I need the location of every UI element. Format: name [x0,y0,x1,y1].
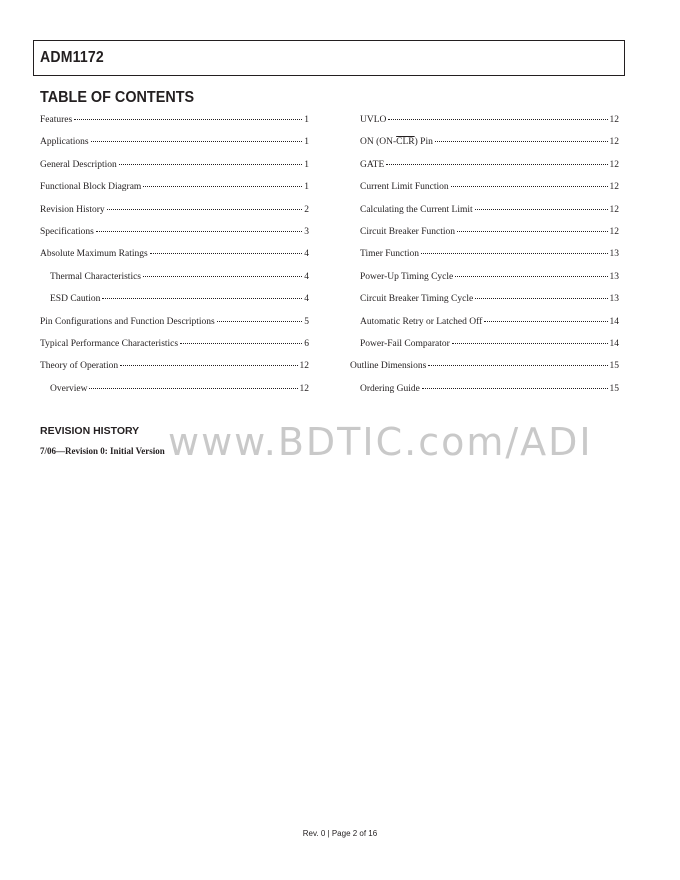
toc-entry-page: 6 [304,338,309,349]
toc-entry-page: 3 [304,226,309,237]
toc-entry[interactable] [350,272,619,294]
toc-entry-page: 13 [609,294,619,305]
toc-entry-page: 2 [304,204,309,215]
toc-entry[interactable] [40,272,309,294]
toc-dot-leader [428,365,607,366]
toc-entry-page: 15 [609,361,619,372]
toc-entry-label: Power-Fail Comparator [360,338,450,349]
toc-entry-page: 4 [304,271,309,282]
toc-dot-leader [475,209,608,210]
toc-entry-page: 5 [304,316,309,327]
toc-entry[interactable] [40,115,309,137]
toc-entry-label: Absolute Maximum Ratings [40,249,148,260]
toc-entry[interactable] [350,317,619,339]
toc-entry-label: Calculating the Current Limit [360,204,473,215]
toc-dot-leader [107,209,303,210]
toc-entry-label: Specifications [40,226,94,237]
toc-entry-page: 12 [609,137,619,148]
toc-entry-label: GATE [360,159,385,170]
toc-dot-leader [143,276,302,277]
toc-entry-label: UVLO [360,115,387,125]
toc-entry-label: Typical Performance Characteristics [40,338,179,349]
toc-dot-leader [74,119,302,120]
toc-entry[interactable] [40,137,309,159]
toc-entry-label: Overview [50,383,88,394]
toc-entry-label: Outline Dimensions [350,361,427,372]
toc-entry-label: Timer Function [360,249,420,260]
toc-dot-leader [421,253,607,254]
toc-dot-leader [96,231,302,232]
toc-entry-page: 15 [609,383,619,394]
toc-dot-leader [452,343,608,344]
revision-entry: 7/06—Revision 0: Initial Version [40,446,165,456]
toc-left-column [40,115,309,406]
toc-dot-leader [89,388,297,389]
toc-dot-leader [388,119,607,120]
toc-entry[interactable] [350,182,619,204]
toc-entry[interactable] [350,227,619,249]
header-box [33,40,625,76]
toc-dot-leader [119,164,302,165]
toc-dot-leader [435,141,608,142]
toc-entry-page: 12 [609,226,619,237]
toc-dot-leader [422,388,608,389]
toc-dot-leader [457,231,608,232]
toc-entry-page: 1 [304,137,309,148]
toc-entry[interactable] [350,160,619,182]
toc-dot-leader [180,343,302,344]
revision-history-heading: REVISION HISTORY [40,425,140,437]
toc-entry[interactable] [40,294,309,316]
toc-entry-page: 13 [609,249,619,260]
toc-entry-label: Circuit Breaker Function [360,226,455,237]
toc-entry[interactable] [350,361,619,383]
toc-entry[interactable] [350,137,619,159]
toc-entry[interactable] [40,361,309,383]
toc-dot-leader [150,253,303,254]
toc-entry-label [360,137,433,147]
toc-entry[interactable] [350,115,619,137]
toc-entry-label: General Description [40,159,117,170]
toc-dot-leader [455,276,607,277]
toc-dot-leader [475,298,607,299]
toc-label-part: $\overline{CLR}$ [396,137,415,148]
toc-dot-leader [451,186,608,187]
toc-entry[interactable] [40,317,309,339]
toc-entry-label: Automatic Retry or Latched Off [360,316,483,327]
toc-entry-page: 12 [609,182,619,193]
toc-entry-label: Circuit Breaker Timing Cycle [360,294,474,305]
toc-entry[interactable] [350,339,619,361]
toc-dot-leader [386,164,607,165]
toc-entry-page: 13 [609,271,619,282]
toc-entry-page: 4 [304,294,309,305]
toc-entry[interactable] [40,384,309,406]
toc-right-column [350,115,619,406]
toc-dot-leader [91,141,303,142]
toc-entry[interactable] [40,182,309,204]
toc-entry[interactable] [40,227,309,249]
toc-entry[interactable] [350,205,619,227]
page-footer: Rev. 0 | Page 2 of 16 [302,829,378,838]
toc-title: TABLE OF CONTENTS [40,89,195,106]
toc-entry[interactable] [350,294,619,316]
toc-entry-page: 1 [304,115,309,125]
toc-entry-page: 12 [609,204,619,215]
toc-dot-leader [102,298,302,299]
toc-entry-label: Power-Up Timing Cycle [360,271,454,282]
toc-entry-page: 14 [609,338,619,349]
toc-dot-leader [217,321,303,322]
toc-entry-label: Functional Block Diagram [40,182,142,193]
toc-entry-page: 4 [304,249,309,260]
watermark-text: www.BDTIC.com/ADI [168,420,593,464]
toc-dot-leader [120,365,297,366]
toc-entry[interactable] [40,249,309,271]
toc-entry[interactable] [350,249,619,271]
toc-entry-page: 12 [609,159,619,170]
toc-entry-label: Theory of Operation [40,361,119,372]
toc-dot-leader [143,186,302,187]
toc-entry-label: Ordering Guide [360,383,420,394]
toc-entry-label: ESD Caution [50,294,101,305]
toc-entry-label: Pin Configurations and Function Descriptions [40,316,215,327]
toc-entry-page: 12 [609,115,619,125]
toc-label-part: ) Pin [414,137,433,148]
part-number: ADM1172 [40,49,104,66]
toc-entry-label: Thermal Characteristics [50,271,142,282]
toc-entry-page: 12 [299,383,309,394]
toc-entry-label: Features [40,115,73,125]
toc-entry[interactable] [40,160,309,182]
toc-entry[interactable] [40,205,309,227]
toc-entry-label: Current Limit Function [360,182,449,193]
toc-entry[interactable] [40,339,309,361]
toc-entry-page: 1 [304,182,309,193]
toc-entry-label: Applications [40,137,89,148]
toc-entry-label: Revision History [40,204,105,215]
toc-entry[interactable] [350,384,619,406]
toc-entry-page: 12 [299,361,309,372]
toc-entry-page: 1 [304,159,309,170]
toc-dot-leader [484,321,607,322]
toc-entry-page: 14 [609,316,619,327]
toc-label-part: ON (ON- [360,137,397,148]
